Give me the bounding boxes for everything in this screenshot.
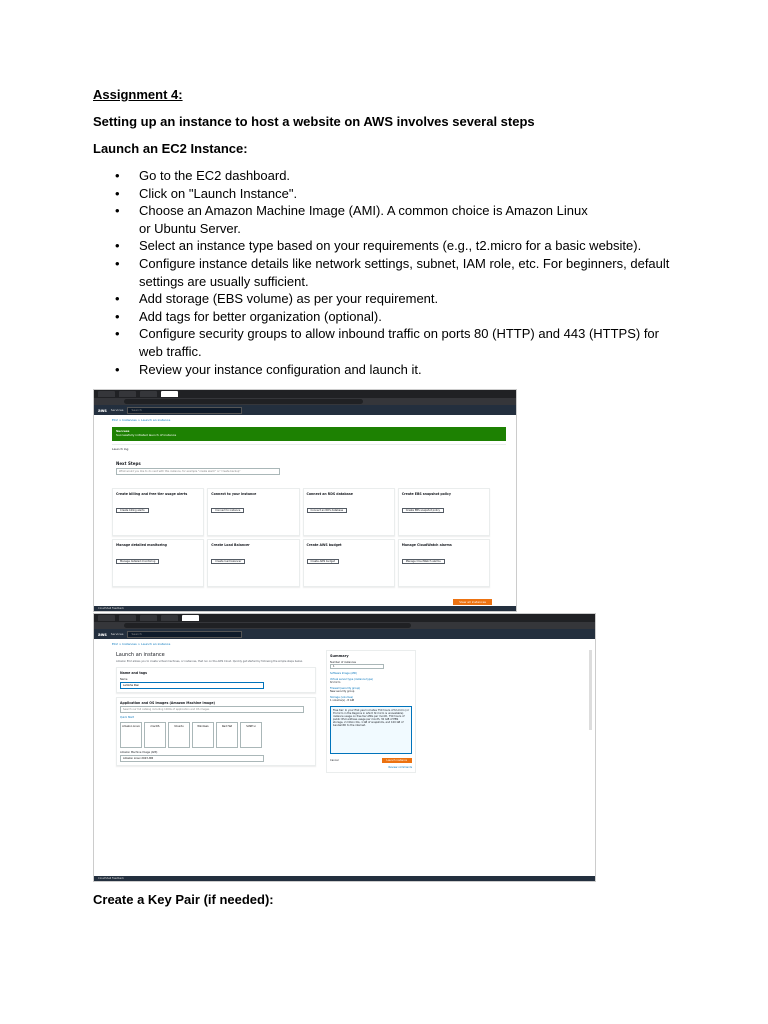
ami-option: macOS <box>144 722 166 748</box>
storage-value: 1 volume(s) - 8 GiB <box>330 699 355 702</box>
ami-option: Amazon Linux <box>120 722 142 748</box>
launch-instance-button: Launch instance <box>382 758 412 763</box>
aws-search: Search <box>127 631 242 638</box>
next-steps-title: Next Steps <box>116 461 141 466</box>
success-title: Success <box>116 429 130 433</box>
virtual-server-link: Virtual server type (instance type) <box>330 678 373 681</box>
card-button: Connect an RDS database <box>307 508 348 513</box>
aws-logo: aws <box>98 407 107 413</box>
list-item: • Configure security groups to allow inbound traffic on ports 80 (HTTP) and 443 (HTTPS) for web traffic. <box>93 325 683 360</box>
next-steps-search: What would you like to do next with this instance, for example "create alarm" or "create backup" <box>116 468 280 475</box>
assignment-title: Assignment 4: <box>93 87 183 102</box>
card-title: Connect an RDS database <box>306 492 353 496</box>
next-steps-grid <box>112 488 490 587</box>
card-button: Create AWS budget <box>307 559 339 564</box>
ami-options <box>120 722 312 748</box>
section-heading-launch: Launch an EC2 Instance: <box>93 141 248 156</box>
panel-title: Name and tags <box>120 671 148 676</box>
software-image-link: Software Image (AMI) <box>330 672 357 675</box>
scrollbar <box>589 650 592 730</box>
instances-label: Number of instances <box>330 661 356 664</box>
services-menu: Services <box>110 632 124 636</box>
card-title: Create Load Balancer <box>211 543 250 547</box>
card-title: Connect to your instance <box>211 492 257 496</box>
launch-actions <box>330 758 412 763</box>
page-title: Launch an instance <box>116 652 165 658</box>
quick-start-tab: Quick Start <box>120 716 134 720</box>
list-item: • Configure instance details like network settings, subnet, IAM role, etc. For beginners, default settings are usually sufficient. <box>93 255 683 290</box>
summary-panel <box>326 650 416 773</box>
free-tier-tip: Free tier: In your first year includes 750 hours of t2.micro (or t3.micro in the Regions in which t2.micro is unavailable) instance usage on free tier AMIs per month, 750 hours of public IPv4 address usage per month, 30 GiB of EBS storage, 2 million IOs, 1 GB of snapshots, and 100 GB of bandwidth to the internet. <box>330 706 412 754</box>
console-footer: CloudShell Feedback <box>94 876 595 881</box>
name-tags-panel <box>116 667 316 693</box>
success-text: Successfully initiated launch of instance <box>116 433 177 437</box>
browser-urlbar <box>94 398 516 405</box>
step-card <box>112 539 204 587</box>
screenshot-launch-instance <box>93 613 596 882</box>
ami-option: Ubuntu <box>168 722 190 748</box>
aws-navbar <box>94 629 595 639</box>
screenshot-launch-success <box>93 389 517 612</box>
browser-tab <box>98 615 115 621</box>
instance-type: t2.micro <box>330 681 341 684</box>
ami-select: Amazon Linux 2023 AMI <box>120 755 264 762</box>
ami-option: Windows <box>192 722 214 748</box>
browser-tab <box>98 391 115 397</box>
step-card <box>398 539 490 587</box>
launch-log: Launch log <box>112 444 506 451</box>
ami-option: SUSE Li <box>240 722 262 748</box>
firewall-value: New security group <box>330 690 355 693</box>
browser-tabbar <box>94 614 595 622</box>
card-button: Create billing alerts <box>116 508 149 513</box>
browser-urlbar <box>94 622 595 629</box>
step-card <box>112 488 204 536</box>
storage-link: Storage (volumes) <box>330 696 354 699</box>
list-item: • Review your instance configuration and launch it. <box>93 361 683 379</box>
steps-list <box>93 167 683 378</box>
ami-search: Search our full catalog including 1000s of application and OS images <box>120 706 304 713</box>
name-label: Name <box>120 678 128 682</box>
list-item: • Go to the EC2 dashboard. <box>93 167 683 185</box>
console-footer: CloudShell Feedback <box>94 606 516 611</box>
firewall-link: Firewall (security group) <box>330 687 361 690</box>
aws-navbar <box>94 405 516 415</box>
ami-option: Red Hat <box>216 722 238 748</box>
section-heading-keypair: Create a Key Pair (if needed): <box>93 892 274 907</box>
card-button: Create EBS snapshot policy <box>402 508 444 513</box>
browser-tab <box>140 615 157 621</box>
browser-tab <box>119 391 136 397</box>
aws-search: Search <box>127 407 242 414</box>
card-title: Manage detailed monitoring <box>116 543 167 547</box>
ami-panel <box>116 697 316 766</box>
card-title: Create EBS snapshot policy <box>401 492 451 496</box>
breadcrumb: EC2 > Instances > Launch an instance <box>112 642 171 646</box>
name-input: Lambha Pasi <box>120 682 264 689</box>
card-title: Manage CloudWatch alarms <box>401 543 452 547</box>
url-box <box>124 623 411 628</box>
step-card <box>207 539 299 587</box>
card-button: Manage CloudWatch alarms <box>402 559 445 564</box>
url-box <box>124 399 363 404</box>
browser-tab-active <box>182 615 199 621</box>
list-item: • Choose an Amazon Machine Image (AMI). A common choice is Amazon Linux or Ubuntu Server. <box>93 202 599 237</box>
step-card <box>207 488 299 536</box>
success-banner <box>112 427 506 441</box>
step-card <box>398 488 490 536</box>
browser-tab <box>161 615 178 621</box>
card-button: Create load balancer <box>211 559 245 564</box>
breadcrumb: EC2 > Instances > Launch an instance <box>112 418 171 422</box>
browser-tab-active <box>161 391 178 397</box>
step-card <box>303 539 395 587</box>
list-item: • Add tags for better organization (optional). <box>93 308 683 326</box>
instances-input: 1 <box>330 664 384 669</box>
card-button: Connect to instance <box>211 508 244 513</box>
list-item: • Select an instance type based on your requirements (e.g., t2.micro for a basic website). <box>93 237 683 255</box>
services-menu: Services <box>110 408 124 412</box>
cancel-button: Cancel <box>330 759 339 762</box>
summary-title: Summary <box>330 654 349 658</box>
card-button: Manage detailed monitoring <box>116 559 159 564</box>
review-commands-link: Review commands <box>388 766 412 769</box>
card-title: Create billing and free tier usage alerts <box>116 492 188 496</box>
ami-select-label: Amazon Machine Image (AMI) <box>120 751 158 755</box>
browser-tab <box>119 615 136 621</box>
browser-tab <box>140 391 157 397</box>
panel-title: Application and OS Images (Amazon Machine Image) <box>120 701 215 706</box>
card-title: Create AWS budget <box>306 543 342 547</box>
aws-logo: aws <box>98 631 107 637</box>
step-card <box>303 488 395 536</box>
intro-heading: Setting up an instance to host a website on AWS involves several steps <box>93 114 535 129</box>
browser-tabbar <box>94 390 516 398</box>
page-description: Amazon EC2 allows you to create virtual machines, or instances, that run on the AWS Cloud. Quickly get started by following the simple steps below. <box>116 660 303 663</box>
list-item: • Add storage (EBS volume) as per your requirement. <box>93 290 683 308</box>
view-all-instances-button: View all instances <box>453 599 492 605</box>
list-item: • Click on "Launch Instance". <box>93 185 683 203</box>
